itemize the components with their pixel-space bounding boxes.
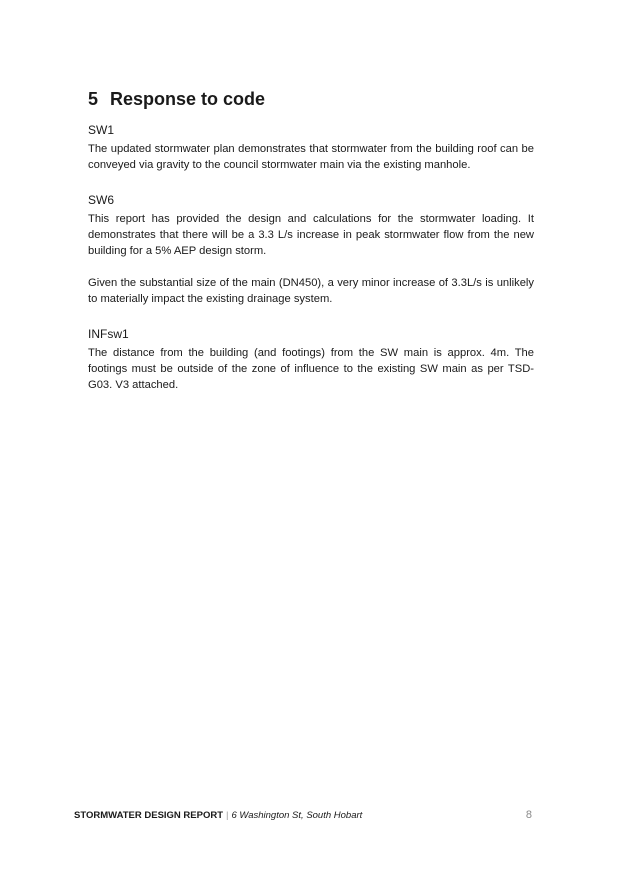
page-content: [88, 88, 534, 412]
footer-address: 6 Washington St, South Hobart: [231, 810, 363, 821]
page-footer: [74, 809, 532, 823]
code-section-sw1: [88, 122, 534, 173]
code-label: INFsw1: [88, 327, 129, 341]
code-section-sw6: [88, 192, 534, 307]
paragraph: This report has provided the design and calculations for the stormwater loading. It demonstrates that there will be a 3.3 L/s increase in peak stormwater flow from the new building for a 5% AEP design storm.: [88, 213, 534, 257]
footer-separator: |: [226, 810, 229, 821]
code-label: SW1: [88, 123, 115, 137]
page-number: 8: [525, 809, 532, 821]
code-label: SW6: [88, 193, 115, 207]
section-heading: [88, 88, 534, 110]
footer-report-title: STORMWATER DESIGN REPORT: [74, 810, 224, 821]
paragraph: The distance from the building (and footings) from the SW main is approx. 4m. The footings must be outside of the zone of influence to the existing SW main as per TSD-G03. V3 attached.: [88, 347, 534, 391]
heading-title: Response to code: [110, 89, 266, 109]
paragraph: The updated stormwater plan demonstrates that stormwater from the building roof can be conveyed via gravity to the council stormwater main via the existing manhole.: [88, 143, 534, 171]
paragraph: Given the substantial size of the main (DN450), a very minor increase of 3.3L/s is unlikely to materially impact the existing drainage system.: [88, 277, 534, 305]
heading-number: 5: [88, 89, 99, 109]
code-section-infsw1: [88, 326, 534, 393]
